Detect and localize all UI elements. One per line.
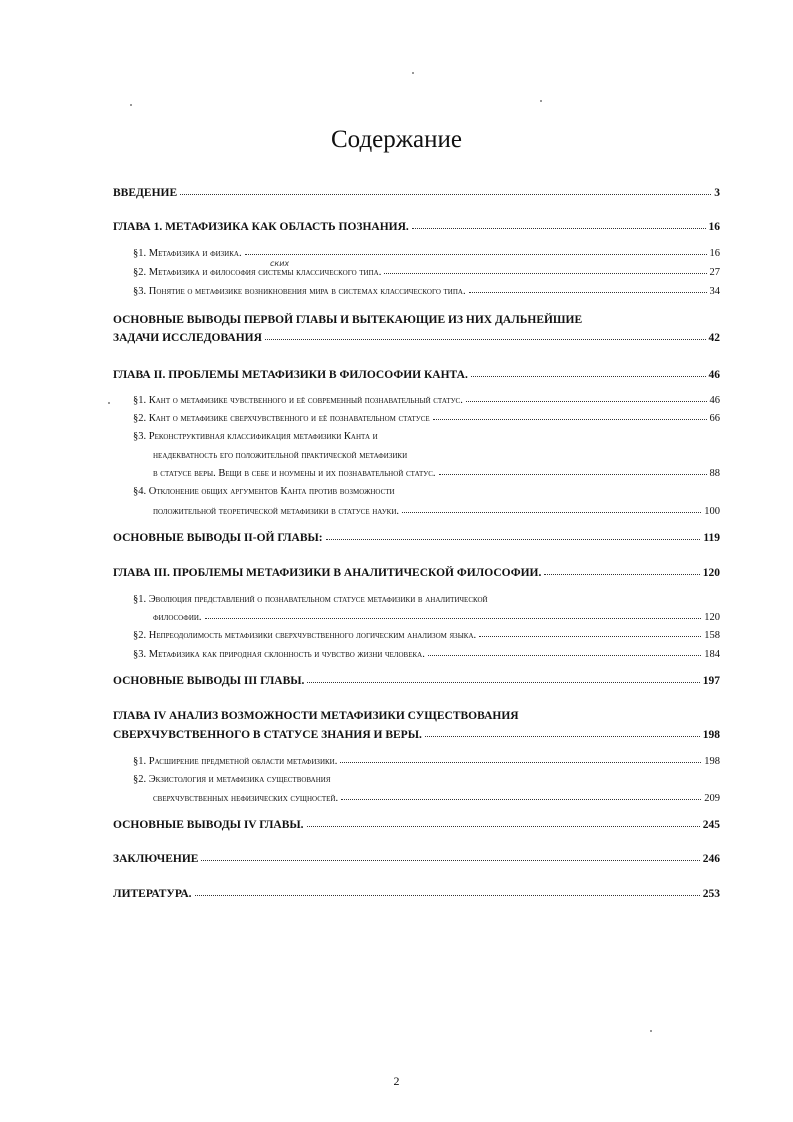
toc-page: 88 (709, 468, 720, 479)
toc-page: 198 (702, 729, 720, 741)
toc-page: 3 (714, 187, 720, 199)
toc-label: §2. Непреодолимость метафизики сверхчувственного логическим анализом языка. (133, 630, 477, 641)
toc-entry-ch2-conclusions[interactable] (113, 532, 720, 544)
toc-page: 120 (702, 567, 720, 579)
toc-label: ГЛАВА II. ПРОБЛЕМЫ МЕТАФИЗИКИ В ФИЛОСОФИИ КАНТА. (113, 369, 468, 381)
toc-page: 16 (708, 221, 720, 233)
toc-page: 27 (709, 267, 720, 278)
dot-leader (340, 762, 701, 763)
toc-page: 253 (702, 888, 720, 900)
toc-page: 119 (703, 532, 720, 544)
toc-entry-ch3-sec3[interactable] (133, 649, 720, 660)
toc-section-line: §4. Отклонение общих аргументов Канта против возможности (133, 486, 395, 497)
dot-leader (428, 655, 701, 656)
toc-label: сверхчувственных нефизических сущностей. (153, 793, 339, 804)
dot-leader (307, 826, 700, 827)
toc-page: 158 (704, 630, 720, 641)
toc-page: 34 (709, 286, 720, 297)
toc-entry-chapter-3[interactable] (113, 567, 720, 579)
dot-leader (205, 618, 702, 619)
dot-leader (466, 401, 707, 402)
toc-page: 42 (708, 332, 720, 344)
toc-entry-ch1-conclusions[interactable] (113, 332, 720, 344)
toc-label: в статусе веры. Вещи в себе и ноумены и их познавательной статус. (153, 468, 436, 479)
toc-page: 197 (702, 675, 720, 687)
toc-label: §3. Понятие о метафизике возникновения мира в системах классического типа. (133, 286, 466, 297)
toc-page: 100 (704, 506, 720, 517)
toc-section-line: неадекватность его положительной практической метафизики (153, 450, 408, 461)
scan-speck (650, 1030, 652, 1032)
dot-leader (326, 539, 701, 540)
toc-label: §1. Расширение предметной области метафизики. (133, 756, 338, 767)
dot-leader (180, 194, 711, 195)
toc-page: 16 (709, 248, 720, 259)
toc-entry-chapter-4[interactable] (113, 729, 720, 741)
scan-speck (540, 100, 542, 102)
toc-label: ЛИТЕРАТУРА. (113, 888, 192, 900)
toc-entry-ch2-sec2[interactable] (133, 413, 720, 424)
toc-section-line: §2. Экзистология и метафизика существования (133, 774, 331, 785)
toc-page: 184 (704, 649, 720, 660)
toc-entry-intro[interactable] (113, 187, 720, 199)
toc-page: 46 (708, 369, 720, 381)
toc-entry-chapter-2[interactable] (113, 369, 720, 381)
toc-label: ГЛАВА III. ПРОБЛЕМЫ МЕТАФИЗИКИ В АНАЛИТИЧЕСКОЙ ФИЛОСОФИИ. (113, 567, 542, 579)
toc-section-line: §1. Эволюция представлений о познавательном статусе метафизики в аналитической (133, 594, 488, 605)
toc-entry-ch2-sec3[interactable] (153, 468, 720, 479)
toc-entry-conclusion[interactable] (113, 853, 720, 865)
toc-page: 246 (702, 853, 720, 865)
toc-label: ОСНОВНЫЕ ВЫВОДЫ IV ГЛАВЫ. (113, 819, 304, 831)
toc-heading-line: ГЛАВА IV АНАЛИЗ ВОЗМОЖНОСТИ МЕТАФИЗИКИ СУЩЕСТВОВАНИЯ (113, 710, 519, 722)
toc-page: 245 (702, 819, 720, 831)
scan-speck (412, 72, 414, 74)
toc-label: ОСНОВНЫЕ ВЫВОДЫ III ГЛАВЫ. (113, 675, 305, 687)
scan-speck (130, 104, 132, 106)
dot-leader (201, 860, 699, 861)
dot-leader (384, 273, 706, 274)
toc-page: 209 (704, 793, 720, 804)
toc-label: §2. Кант о метафизике сверхчувственного и её познавательном статусе (133, 413, 430, 424)
toc-entry-ch4-conclusions[interactable] (113, 819, 720, 831)
toc-entry-ch1-sec1[interactable] (133, 248, 720, 259)
toc-label: ВВЕДЕНИЕ (113, 187, 178, 199)
dot-leader (469, 292, 707, 293)
toc-entry-ch3-sec2[interactable] (133, 630, 720, 641)
dot-leader (544, 574, 699, 575)
toc-heading-line: ОСНОВНЫЕ ВЫВОДЫ ПЕРВОЙ ГЛАВЫ И ВЫТЕКАЮЩИЕ ИЗ НИХ ДАЛЬНЕЙШИЕ (113, 314, 583, 326)
toc-section-line: §3. Реконструктивная классификация метафизики Канта и (133, 431, 378, 442)
toc-entry-ch4-sec2[interactable] (153, 793, 720, 804)
toc-label: §1. Метафизика и физика. (133, 248, 242, 259)
toc-label: ЗАКЛЮЧЕНИЕ (113, 853, 199, 865)
toc-entry-ch2-sec1[interactable] (133, 395, 720, 406)
dot-leader (245, 254, 707, 255)
dot-leader (307, 682, 699, 683)
dot-leader (195, 895, 700, 896)
toc-label: ГЛАВА 1. МЕТАФИЗИКА КАК ОБЛАСТЬ ПОЗНАНИЯ. (113, 221, 409, 233)
dot-leader (439, 474, 707, 475)
dot-leader (479, 636, 701, 637)
toc-page: 46 (709, 395, 720, 406)
toc-entry-ch2-sec4[interactable] (153, 506, 720, 517)
toc-entry-ch4-sec1[interactable] (133, 756, 720, 767)
toc-label: СВЕРХЧУВСТВЕННОГО В СТАТУСЕ ЗНАНИЯ И ВЕРЫ. (113, 729, 422, 741)
dot-leader (425, 736, 700, 737)
dot-leader (433, 419, 707, 420)
toc-label: §1. Кант о метафизике чувственного и её современный познавательный статус. (133, 395, 463, 406)
toc-label: ЗАДАЧИ ИССЛЕДОВАНИЯ (113, 332, 262, 344)
page-number: 2 (393, 1074, 400, 1088)
dot-leader (412, 228, 706, 229)
toc-entry-literature[interactable] (113, 888, 720, 900)
toc-label: ОСНОВНЫЕ ВЫВОДЫ II-ОЙ ГЛАВЫ: (113, 532, 323, 544)
dot-leader (402, 512, 701, 513)
toc-label: §3. Метафизика как природная склонность и чувство жизни человека. (133, 649, 425, 660)
page-title: Содержание (331, 126, 462, 153)
toc-entry-ch1-sec2[interactable] (133, 267, 720, 278)
dot-leader (265, 339, 706, 340)
toc-label: §2. Метафизика и философия системы классического типа. (133, 267, 382, 278)
dot-leader (341, 799, 701, 800)
toc-entry-chapter-1[interactable] (113, 221, 720, 233)
toc-page: 120 (704, 612, 720, 623)
toc-page: 66 (709, 413, 720, 424)
toc-entry-ch1-sec3[interactable] (133, 286, 720, 297)
scan-speck (108, 402, 110, 404)
dot-leader (471, 376, 706, 377)
toc-entry-ch3-conclusions[interactable] (113, 675, 720, 687)
toc-entry-ch3-sec1[interactable] (153, 612, 720, 623)
toc-label: положительной теоретической метафизики в статусе науки. (153, 506, 400, 517)
toc-label: философии. (153, 612, 202, 623)
handwritten-annotation: ских (270, 259, 290, 268)
toc-page: 198 (704, 756, 720, 767)
